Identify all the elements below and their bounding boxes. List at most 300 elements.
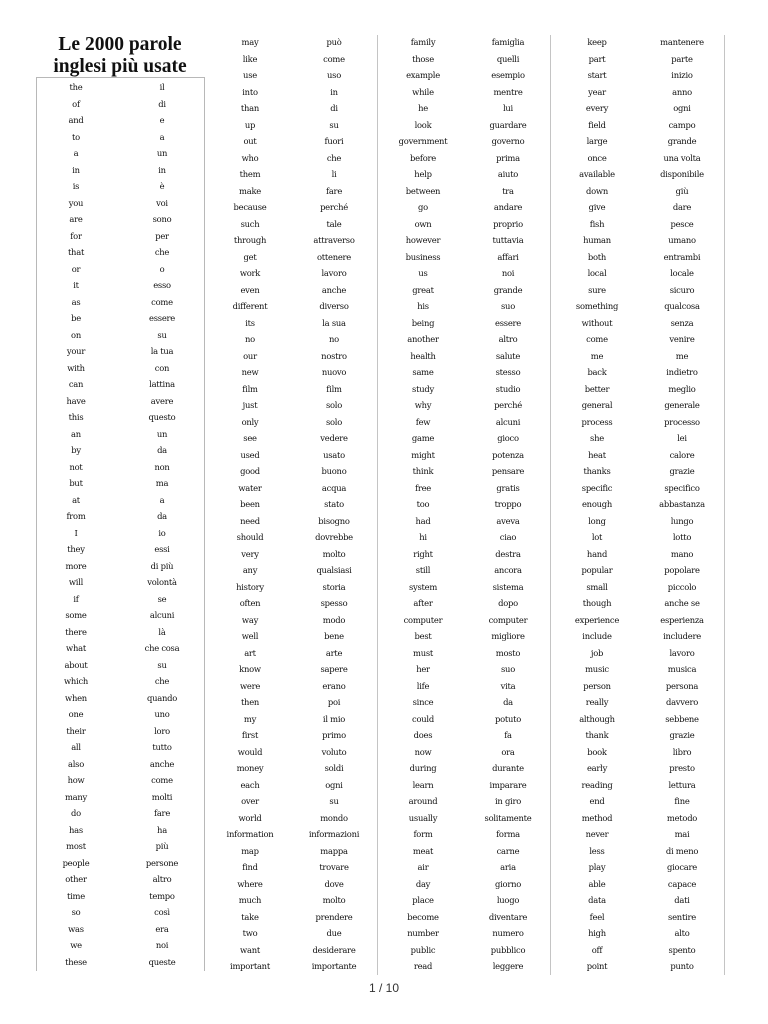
word-cell: generale bbox=[664, 400, 700, 410]
word-cell: per bbox=[155, 230, 169, 241]
word-cell: way bbox=[241, 614, 259, 625]
word-cell: he bbox=[418, 103, 428, 113]
word-cell: troppo bbox=[494, 499, 522, 509]
word-cell: il bbox=[159, 82, 165, 92]
word-cell: aiuto bbox=[497, 169, 519, 179]
word-cell: two bbox=[242, 928, 258, 938]
word-cell: thanks bbox=[583, 466, 611, 476]
word-cell: un bbox=[156, 428, 168, 439]
word-cell: may bbox=[241, 37, 259, 47]
word-cell: over bbox=[241, 796, 259, 806]
word-cell: without bbox=[581, 317, 613, 328]
word-cell: being bbox=[411, 317, 435, 328]
word-cell: mentre bbox=[493, 86, 523, 97]
word-cell: era bbox=[155, 923, 169, 934]
word-cell: job bbox=[590, 647, 604, 658]
word-cell: need bbox=[240, 515, 260, 526]
word-cell: system bbox=[408, 581, 438, 592]
word-cell: migliore bbox=[491, 631, 525, 641]
word-cell: campo bbox=[668, 119, 696, 130]
word-cell: should bbox=[236, 532, 264, 542]
word-cell: queste bbox=[148, 956, 176, 967]
word-cell: point bbox=[586, 961, 608, 971]
word-cell: anche bbox=[149, 758, 175, 769]
word-cell: method bbox=[581, 812, 613, 823]
word-cell: diverso bbox=[319, 301, 349, 311]
word-cell: se bbox=[157, 593, 167, 604]
word-cell: quelli bbox=[496, 53, 520, 64]
fourth-block-english-column bbox=[556, 34, 638, 975]
word-cell: or bbox=[71, 263, 81, 274]
word-cell: new bbox=[241, 367, 259, 377]
word-cell: lui bbox=[502, 103, 513, 113]
word-cell: so bbox=[71, 907, 81, 917]
word-cell: che bbox=[326, 152, 342, 163]
word-cell: most bbox=[66, 841, 86, 851]
word-cell: since bbox=[412, 697, 434, 707]
second-block-english-column bbox=[210, 34, 290, 975]
word-cell: ha bbox=[157, 824, 167, 835]
word-cell: venire bbox=[669, 334, 695, 344]
word-cell: through bbox=[233, 235, 267, 245]
word-cell: lavoro bbox=[321, 268, 347, 278]
word-cell: as bbox=[71, 296, 81, 307]
word-cell: would bbox=[237, 746, 263, 757]
word-cell: in giro bbox=[494, 796, 522, 806]
word-cell: another bbox=[407, 334, 439, 344]
word-cell: the bbox=[69, 82, 83, 92]
word-cell: noi bbox=[155, 940, 169, 950]
word-cell: and bbox=[68, 115, 84, 125]
word-cell: su bbox=[329, 119, 339, 130]
word-cell: place bbox=[412, 895, 434, 905]
word-cell: can bbox=[68, 379, 84, 389]
word-cell: sistema bbox=[492, 581, 524, 592]
word-cell: early bbox=[586, 763, 608, 773]
word-cell: aria bbox=[500, 862, 516, 872]
word-cell: process bbox=[581, 416, 613, 427]
word-cell: poi bbox=[327, 697, 341, 707]
word-cell: lattina bbox=[149, 379, 175, 389]
word-cell: better bbox=[584, 383, 610, 394]
word-cell: their bbox=[66, 725, 86, 736]
word-cell: soldi bbox=[324, 763, 344, 773]
word-cell: does bbox=[413, 730, 433, 740]
word-cell: much bbox=[238, 895, 262, 905]
word-cell: me bbox=[590, 350, 604, 361]
word-cell: include bbox=[582, 631, 612, 641]
word-cell: studio bbox=[495, 383, 521, 394]
word-cell: meglio bbox=[668, 383, 696, 394]
word-cell: be bbox=[71, 313, 81, 323]
word-cell: back bbox=[587, 367, 607, 377]
word-cell: grazie bbox=[669, 466, 695, 476]
word-cell: other bbox=[65, 874, 87, 884]
word-cell: ottenere bbox=[316, 251, 352, 262]
word-cell: anno bbox=[672, 86, 692, 97]
word-cell: altro bbox=[152, 874, 172, 884]
word-cell: is bbox=[72, 181, 80, 191]
word-cell: year bbox=[588, 86, 606, 97]
word-cell: lot bbox=[591, 532, 603, 542]
word-cell: them bbox=[239, 169, 261, 179]
word-cell: andare bbox=[493, 202, 523, 212]
word-cell: find bbox=[242, 862, 258, 872]
word-cell: processo bbox=[664, 416, 700, 427]
word-cell: grazie bbox=[669, 730, 695, 740]
word-cell: dovrebbe bbox=[315, 532, 353, 542]
word-cell: fare bbox=[153, 808, 171, 818]
word-cell: music bbox=[585, 664, 609, 674]
word-cell: number bbox=[407, 928, 439, 938]
word-cell: could bbox=[412, 713, 434, 724]
word-cell: entrambi bbox=[663, 251, 701, 262]
word-cell: di più bbox=[150, 560, 174, 571]
word-cell: stato bbox=[324, 499, 344, 509]
word-cell: not bbox=[69, 461, 83, 472]
word-cell: world bbox=[238, 812, 262, 823]
word-cell: locale bbox=[670, 268, 694, 278]
word-cell: film bbox=[242, 383, 258, 394]
word-cell: those bbox=[412, 53, 434, 64]
word-cell: down bbox=[586, 185, 608, 196]
word-cell: storia bbox=[322, 581, 346, 592]
word-cell: pesce bbox=[670, 218, 694, 229]
word-cell: really bbox=[585, 697, 609, 707]
word-cell: local bbox=[587, 268, 607, 278]
third-block-italian-column bbox=[466, 34, 550, 975]
word-cell: giù bbox=[675, 185, 689, 196]
word-cell: durante bbox=[492, 763, 524, 773]
word-cell: giorno bbox=[494, 878, 522, 889]
word-cell: giocare bbox=[667, 862, 697, 872]
word-cell: are bbox=[69, 214, 83, 224]
word-cell: us bbox=[418, 268, 428, 278]
word-cell: important bbox=[230, 961, 270, 971]
word-cell: solo bbox=[325, 400, 343, 410]
word-cell: film bbox=[326, 383, 342, 394]
word-cell: what bbox=[66, 643, 86, 653]
word-cell: must bbox=[413, 647, 433, 658]
word-cell: davvero bbox=[665, 697, 699, 707]
word-cell: così bbox=[154, 907, 170, 917]
word-cell: during bbox=[409, 763, 437, 773]
word-cell: governo bbox=[491, 136, 525, 146]
word-cell: fine bbox=[674, 796, 690, 806]
word-cell: map bbox=[241, 845, 259, 856]
word-cell: qualsiasi bbox=[316, 565, 352, 575]
word-cell: non bbox=[154, 461, 170, 472]
word-cell: persona bbox=[665, 680, 699, 691]
word-cell: look bbox=[414, 119, 432, 130]
third-block-english-column bbox=[382, 34, 464, 975]
word-cell: take bbox=[241, 911, 259, 922]
word-cell: heat bbox=[588, 449, 606, 460]
word-cell: many bbox=[64, 791, 88, 802]
word-cell: want bbox=[240, 944, 260, 955]
word-cell: che cosa bbox=[144, 643, 180, 653]
word-cell: forma bbox=[496, 829, 520, 839]
word-cell: we bbox=[70, 940, 82, 950]
word-cell: la tua bbox=[150, 346, 174, 356]
word-cell: once bbox=[587, 152, 607, 163]
word-cell: parte bbox=[671, 53, 693, 64]
word-cell: it bbox=[73, 280, 79, 290]
word-cell: a bbox=[73, 148, 79, 158]
second-block-italian-column bbox=[290, 34, 378, 975]
word-cell: use bbox=[243, 70, 257, 80]
word-cell: grande bbox=[667, 136, 697, 146]
word-cell: includere bbox=[663, 631, 701, 641]
word-cell: study bbox=[412, 383, 434, 394]
word-cell: fare bbox=[325, 185, 343, 196]
word-cell: game bbox=[411, 433, 435, 443]
word-cell: work bbox=[239, 268, 261, 278]
word-cell: any bbox=[242, 565, 258, 575]
word-cell: gratis bbox=[496, 482, 520, 493]
word-cell: still bbox=[415, 565, 431, 575]
word-cell: sebbene bbox=[665, 713, 699, 724]
word-cell: available bbox=[579, 169, 615, 179]
word-cell: uno bbox=[154, 709, 170, 719]
word-cell: carne bbox=[496, 845, 520, 856]
word-cell: into bbox=[242, 86, 258, 97]
word-cell: acqua bbox=[321, 482, 347, 493]
word-cell: data bbox=[588, 895, 606, 905]
word-cell: ogni bbox=[673, 103, 691, 113]
word-cell: popular bbox=[581, 565, 613, 575]
word-cell: own bbox=[414, 218, 432, 229]
word-cell: off bbox=[591, 944, 603, 955]
word-cell: form bbox=[413, 829, 433, 839]
word-cell: più bbox=[155, 841, 169, 851]
word-cell: who bbox=[241, 152, 259, 163]
word-cell: sure bbox=[588, 284, 606, 295]
word-cell: ciao bbox=[499, 532, 517, 542]
word-cell: time bbox=[67, 890, 85, 901]
word-cell: she bbox=[590, 433, 604, 443]
word-cell: money bbox=[236, 763, 264, 773]
word-cell: different bbox=[232, 301, 268, 311]
word-cell: da bbox=[157, 445, 167, 455]
word-cell: da bbox=[503, 697, 513, 707]
word-cell: vedere bbox=[320, 433, 348, 443]
word-cell: disponibile bbox=[660, 169, 704, 179]
word-cell: solitamente bbox=[484, 812, 532, 823]
word-cell: su bbox=[329, 796, 339, 806]
word-cell: tale bbox=[326, 218, 342, 229]
word-cell: our bbox=[243, 350, 257, 361]
word-cell: salute bbox=[495, 350, 521, 361]
word-cell: get bbox=[243, 251, 257, 262]
word-cell: importante bbox=[311, 961, 357, 971]
word-cell: ancora bbox=[494, 565, 522, 575]
word-cell: but bbox=[69, 478, 83, 488]
word-cell: general bbox=[581, 400, 613, 410]
word-cell: every bbox=[585, 103, 609, 113]
word-cell: imparare bbox=[489, 779, 527, 790]
word-cell: a bbox=[159, 494, 165, 505]
word-cell: after bbox=[413, 598, 433, 608]
word-cell: spesso bbox=[320, 598, 348, 608]
word-cell: è bbox=[159, 181, 165, 191]
word-cell: uso bbox=[327, 70, 341, 80]
word-cell: while bbox=[412, 86, 434, 97]
word-cell: a bbox=[159, 131, 165, 142]
word-cell: suo bbox=[501, 664, 515, 674]
word-cell: its bbox=[245, 317, 255, 328]
word-cell: umano bbox=[668, 235, 696, 245]
word-cell: informazioni bbox=[308, 829, 360, 839]
word-cell: come bbox=[586, 334, 608, 344]
word-cell: buono bbox=[321, 466, 347, 476]
word-cell: come bbox=[151, 775, 173, 785]
word-cell: arte bbox=[325, 647, 343, 658]
word-cell: da bbox=[157, 511, 167, 521]
word-cell: alcuni bbox=[149, 610, 175, 620]
word-cell: usato bbox=[323, 449, 345, 460]
word-cell: family bbox=[410, 37, 436, 47]
word-cell: will bbox=[68, 577, 84, 587]
word-cell: no bbox=[245, 334, 255, 344]
word-cell: then bbox=[240, 697, 260, 707]
word-cell: affari bbox=[497, 251, 519, 262]
word-cell: see bbox=[243, 433, 257, 443]
word-cell: essere bbox=[495, 317, 521, 328]
word-cell: around bbox=[408, 796, 438, 806]
word-cell: me bbox=[675, 350, 689, 361]
word-cell: computer bbox=[403, 614, 443, 625]
word-cell: start bbox=[587, 70, 607, 80]
word-cell: esso bbox=[153, 280, 171, 290]
word-cell: know bbox=[239, 664, 261, 674]
word-cell: art bbox=[244, 647, 256, 658]
word-cell: feel bbox=[589, 911, 605, 922]
word-cell: come bbox=[151, 296, 173, 307]
word-cell: potenza bbox=[492, 449, 524, 460]
word-cell: grande bbox=[493, 284, 523, 295]
word-cell: noi bbox=[501, 268, 515, 278]
word-cell: luogo bbox=[496, 895, 520, 905]
word-cell: up bbox=[244, 119, 256, 130]
word-cell: molto bbox=[322, 548, 346, 559]
word-cell: this bbox=[68, 412, 84, 422]
word-cell: lei bbox=[677, 433, 687, 443]
word-cell: like bbox=[242, 53, 258, 64]
word-cell: mantenere bbox=[660, 37, 704, 47]
word-cell: persone bbox=[145, 857, 179, 868]
word-cell: free bbox=[414, 482, 432, 493]
column-divider bbox=[724, 35, 725, 975]
word-cell: meat bbox=[412, 845, 434, 856]
word-cell: lotto bbox=[672, 532, 692, 542]
word-cell: where bbox=[237, 878, 263, 889]
word-cell: example bbox=[406, 70, 440, 80]
word-cell: libro bbox=[672, 746, 692, 757]
word-cell: pubblico bbox=[490, 944, 526, 955]
word-cell: molti bbox=[151, 791, 173, 802]
word-cell: mano bbox=[670, 548, 694, 559]
word-cell: mai bbox=[674, 829, 690, 839]
word-cell: long bbox=[588, 515, 606, 526]
word-cell: dati bbox=[674, 895, 690, 905]
word-cell: nuovo bbox=[321, 367, 347, 377]
word-cell: in bbox=[330, 86, 338, 97]
word-cell: questo bbox=[148, 412, 176, 422]
word-cell: his bbox=[417, 301, 429, 311]
word-cell: che bbox=[154, 676, 170, 686]
word-cell: experience bbox=[574, 614, 620, 625]
word-cell: my bbox=[243, 713, 257, 724]
word-cell: alcuni bbox=[495, 416, 521, 427]
column-divider bbox=[550, 35, 551, 975]
word-cell: play bbox=[588, 862, 606, 872]
word-cell: some bbox=[65, 610, 87, 620]
word-cell: pensare bbox=[491, 466, 525, 476]
word-cell: il mio bbox=[322, 713, 346, 724]
word-cell: esempio bbox=[491, 70, 525, 80]
word-cell: now bbox=[414, 746, 432, 757]
word-cell: fish bbox=[589, 218, 605, 229]
word-cell: anche se bbox=[664, 598, 700, 608]
word-cell: learn bbox=[412, 779, 434, 790]
word-cell: stesso bbox=[495, 367, 521, 377]
word-cell: prima bbox=[496, 152, 520, 163]
word-cell: history bbox=[236, 581, 264, 592]
word-cell: think bbox=[412, 466, 434, 476]
word-cell: calore bbox=[669, 449, 695, 460]
word-cell: often bbox=[239, 598, 261, 608]
word-cell: used bbox=[240, 449, 260, 460]
word-cell: from bbox=[66, 511, 86, 521]
word-cell: high bbox=[588, 928, 606, 938]
word-cell: on bbox=[71, 329, 81, 340]
word-cell: lungo bbox=[670, 515, 694, 526]
word-cell: with bbox=[67, 362, 85, 373]
word-cell: that bbox=[67, 247, 85, 257]
word-cell: tuttavia bbox=[492, 235, 524, 245]
word-cell: usually bbox=[408, 812, 438, 823]
word-cell: before bbox=[410, 152, 436, 163]
word-cell: anche bbox=[321, 284, 347, 295]
word-cell: by bbox=[71, 445, 81, 455]
word-cell: give bbox=[588, 202, 606, 212]
first-block-italian-column bbox=[120, 79, 204, 970]
word-cell: how bbox=[67, 775, 85, 785]
word-cell: business bbox=[405, 251, 441, 262]
word-cell: just bbox=[242, 400, 258, 410]
word-cell: sicuro bbox=[669, 284, 695, 295]
word-cell: con bbox=[154, 362, 170, 373]
word-cell: su bbox=[157, 659, 167, 670]
word-cell: diventare bbox=[488, 911, 528, 922]
word-cell: might bbox=[411, 449, 435, 460]
word-cell: I bbox=[74, 527, 78, 538]
word-cell: primo bbox=[322, 730, 346, 740]
word-cell: sentire bbox=[668, 911, 696, 922]
word-cell: mosto bbox=[495, 647, 521, 658]
word-cell: voi bbox=[156, 197, 168, 208]
word-cell: ogni bbox=[325, 779, 343, 790]
word-cell: if bbox=[73, 593, 79, 604]
word-cell: gioco bbox=[497, 433, 519, 443]
word-cell: something bbox=[575, 301, 619, 311]
word-cell: sapere bbox=[320, 664, 348, 674]
first-block-english-column bbox=[36, 79, 116, 970]
word-cell: nostro bbox=[321, 350, 347, 361]
word-cell: io bbox=[158, 527, 166, 538]
word-cell: prendere bbox=[315, 911, 353, 922]
